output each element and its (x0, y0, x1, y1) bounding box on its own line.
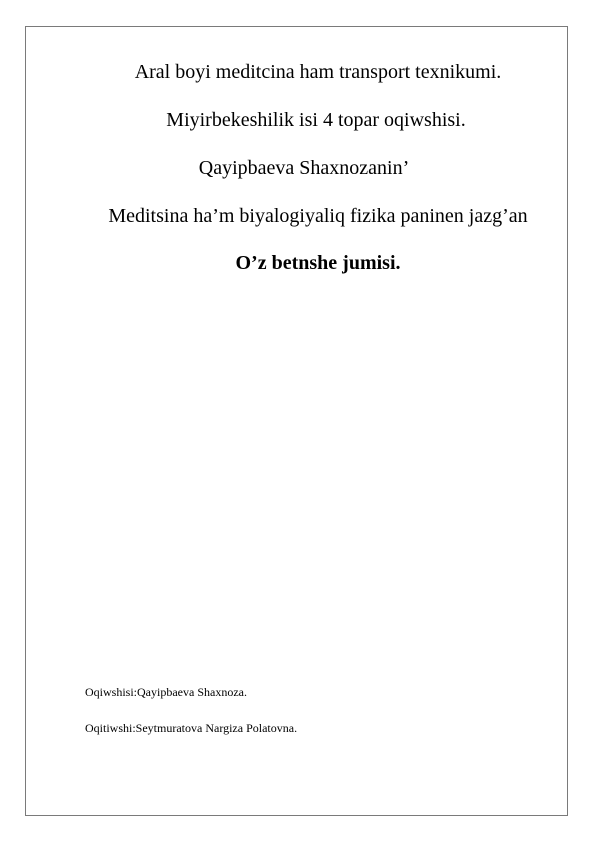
teacher-credit: Oqitiwshi:Seytmuratova Nargiza Polatovna. (85, 721, 298, 735)
document-title: O’z betnshe jumisi. (235, 252, 401, 274)
institution-name: Aral boyi meditcina ham transport texnikumi. (134, 61, 502, 83)
author-line: Qayipbaeva Shaxnozanin’ (198, 157, 410, 179)
student-credit: Oqiwshisi:Qayipbaeva Shaxnoza. (85, 685, 247, 699)
subject-line: Meditsina ha’m biyalogiyaliq fizika paninen jazg’an (108, 205, 528, 227)
group-line: Miyirbekeshilik isi 4 topar oqiwshisi. (166, 109, 466, 131)
